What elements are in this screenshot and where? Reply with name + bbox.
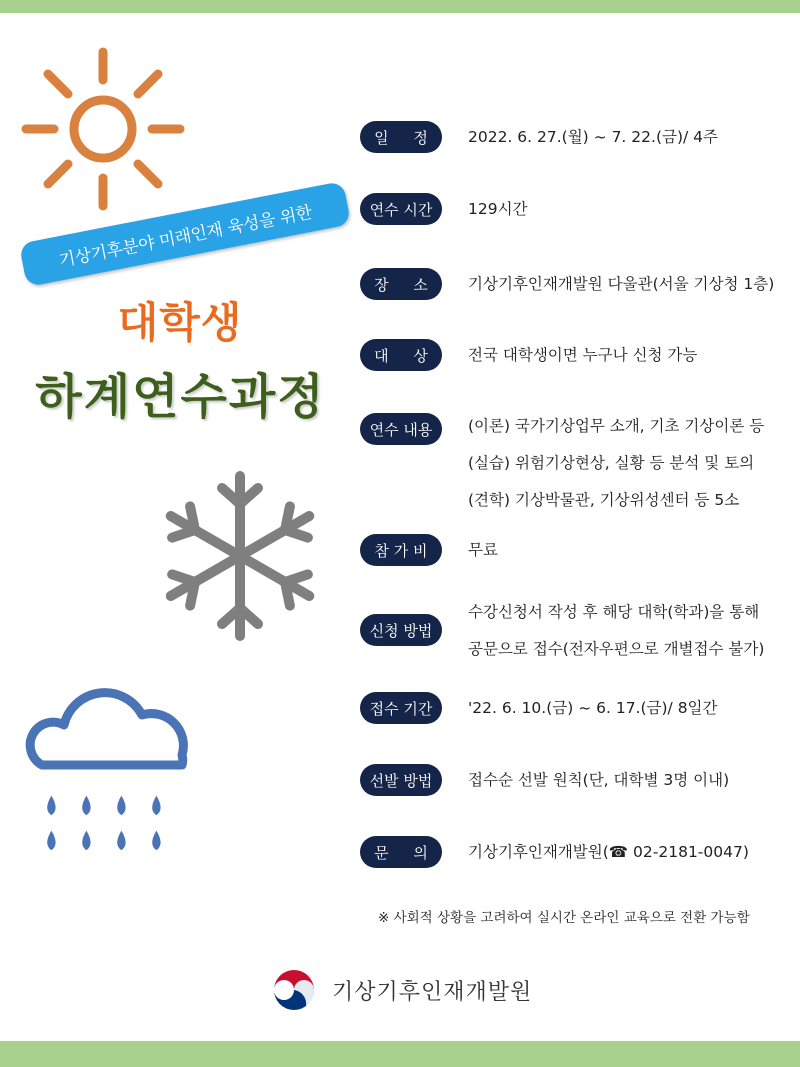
top-green-bar (0, 0, 800, 13)
org-name: 기상기후인재개발원 (332, 979, 533, 1005)
detail-label: 장 소 (360, 268, 442, 300)
org-logo (270, 966, 532, 1014)
detail-label: 참 가 비 (360, 534, 442, 566)
detail-value: (실습) 위험기상현상, 실황 등 분석 및 토의 (468, 454, 755, 472)
detail-row-fee (360, 534, 498, 571)
detail-row-schedule (360, 121, 718, 158)
detail-value: 전국 대학생이면 누구나 신청 가능 (468, 346, 698, 364)
detail-label: 연수 시간 (360, 193, 442, 225)
bottom-green-bar (0, 1041, 800, 1067)
detail-value: (이론) 국가기상업무 소개, 기초 기상이론 등 (468, 417, 765, 435)
detail-row-place (360, 268, 774, 305)
detail-row-apply (360, 596, 764, 670)
detail-label: 신청 방법 (360, 614, 442, 646)
subtitle-text: 기상기후분야 미래인재 육성을 위한 (57, 202, 314, 271)
rain-cloud-icon (22, 685, 202, 850)
detail-label: 접수 기간 (360, 692, 442, 724)
detail-row-contact (360, 836, 749, 873)
detail-label: 선발 방법 (360, 764, 442, 796)
detail-value: 기상기후인재개발원(☎ 02-2181-0047) (468, 843, 749, 861)
detail-row-selection (360, 764, 729, 801)
detail-value: '22. 6. 10.(금) ~ 6. 17.(금)/ 8일간 (468, 699, 718, 717)
detail-row-period (360, 692, 718, 729)
detail-row-target (360, 339, 697, 376)
detail-label: 일 정 (360, 121, 442, 153)
snowflake-icon (160, 468, 320, 643)
detail-value: 129시간 (468, 200, 528, 218)
sun-icon (18, 44, 188, 214)
detail-value: 접수순 선발 원칙(단, 대학별 3명 이내) (468, 771, 730, 789)
title-line-2: 하계연수과정 (35, 369, 326, 425)
footnote: ※ 사회적 상황을 고려하여 실시간 온라인 교육으로 전환 가능함 (378, 910, 750, 926)
detail-label: 대 상 (360, 339, 442, 371)
detail-row-content (360, 410, 764, 521)
detail-label: 연수 내용 (360, 413, 442, 445)
detail-value: 공문으로 접수(전자우편으로 개별접수 불가) (468, 640, 765, 658)
detail-value: 수강신청서 작성 후 해당 대학(학과)을 통해 (468, 603, 760, 621)
detail-value: 무료 (468, 541, 498, 559)
detail-row-hours (360, 193, 528, 230)
title-line-1: 대학생 (117, 298, 243, 347)
detail-label: 문 의 (360, 836, 442, 868)
detail-value: (견학) 기상박물관, 기상위성센터 등 5소 (468, 491, 740, 509)
government-emblem-icon (270, 966, 318, 1014)
detail-value: 기상기후인재개발원 다울관(서울 기상청 1층) (468, 275, 775, 293)
detail-value: 2022. 6. 27.(월) ~ 7. 22.(금)/ 4주 (468, 128, 718, 146)
